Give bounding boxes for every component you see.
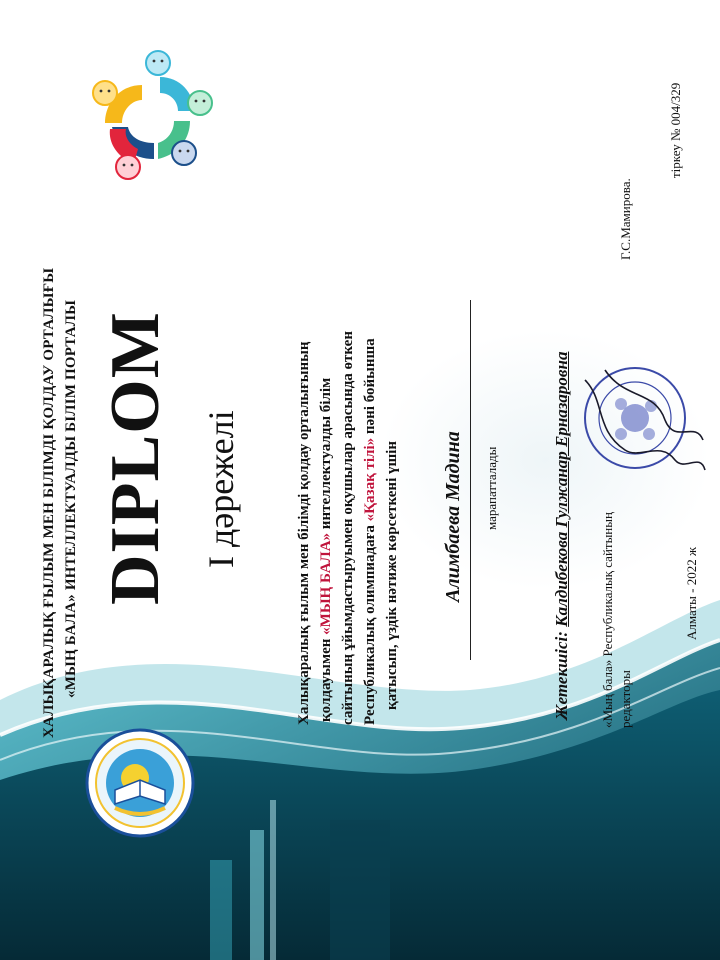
footer-city-year: Алматы - 2022 ж [684, 547, 699, 640]
subject-highlight: «Қазақ тілі» [362, 437, 378, 522]
body-line-3: сайтының ұйымдастыруымен оқушылар арасында өткен [340, 331, 356, 725]
body-line-5: қатысып, үздік нәтиже көрсеткені үшін [384, 441, 400, 710]
header-line-1: ХАЛЫҚАРАЛЫҚ ҒЫЛЫМ МЕН БІЛІМДІ ҚОЛДАУ ОРТАЛЫҒЫ [41, 267, 57, 738]
supervisor-name: Калдибекова Гулжанар Ерназаровна [552, 351, 571, 627]
degree-label: І дәрежелі [201, 410, 241, 568]
body-line-2: қолдауымен «МЫҢ БАЛА» интеллектуалды білім [318, 377, 334, 722]
diploma-title: DIPLOM [97, 311, 174, 605]
editor-line-2: редакторы [618, 670, 633, 728]
supervisor-line: Жетекшісі: Калдибекова Гулжанар Ерназаровна [552, 351, 571, 720]
editor-line-1: «Мың бала» Республикалық сайтының [600, 512, 615, 728]
portal-name-highlight: «МЫҢ БАЛА» [318, 532, 334, 635]
body-line-1: Халықаралық ғылым мен білімді қолдау орталығының [296, 341, 312, 725]
registration-number: тіркеу № 004/329 [668, 82, 683, 178]
editor-name: Г.С.Мамирова. [618, 178, 633, 260]
body-line-4: Республикалық олимпиадаға «Қазақ тілі» пәні бойынша [362, 338, 378, 725]
award-caption: марапатталады [484, 446, 499, 530]
recipient-name: Алимбаева Мадина [442, 431, 464, 602]
header-line-2: «МЫҢ БАЛА» ИНТЕЛЛЕКТУАЛДЫ БІЛІМ ПОРТАЛЫ [63, 299, 79, 698]
name-underline [470, 300, 471, 660]
